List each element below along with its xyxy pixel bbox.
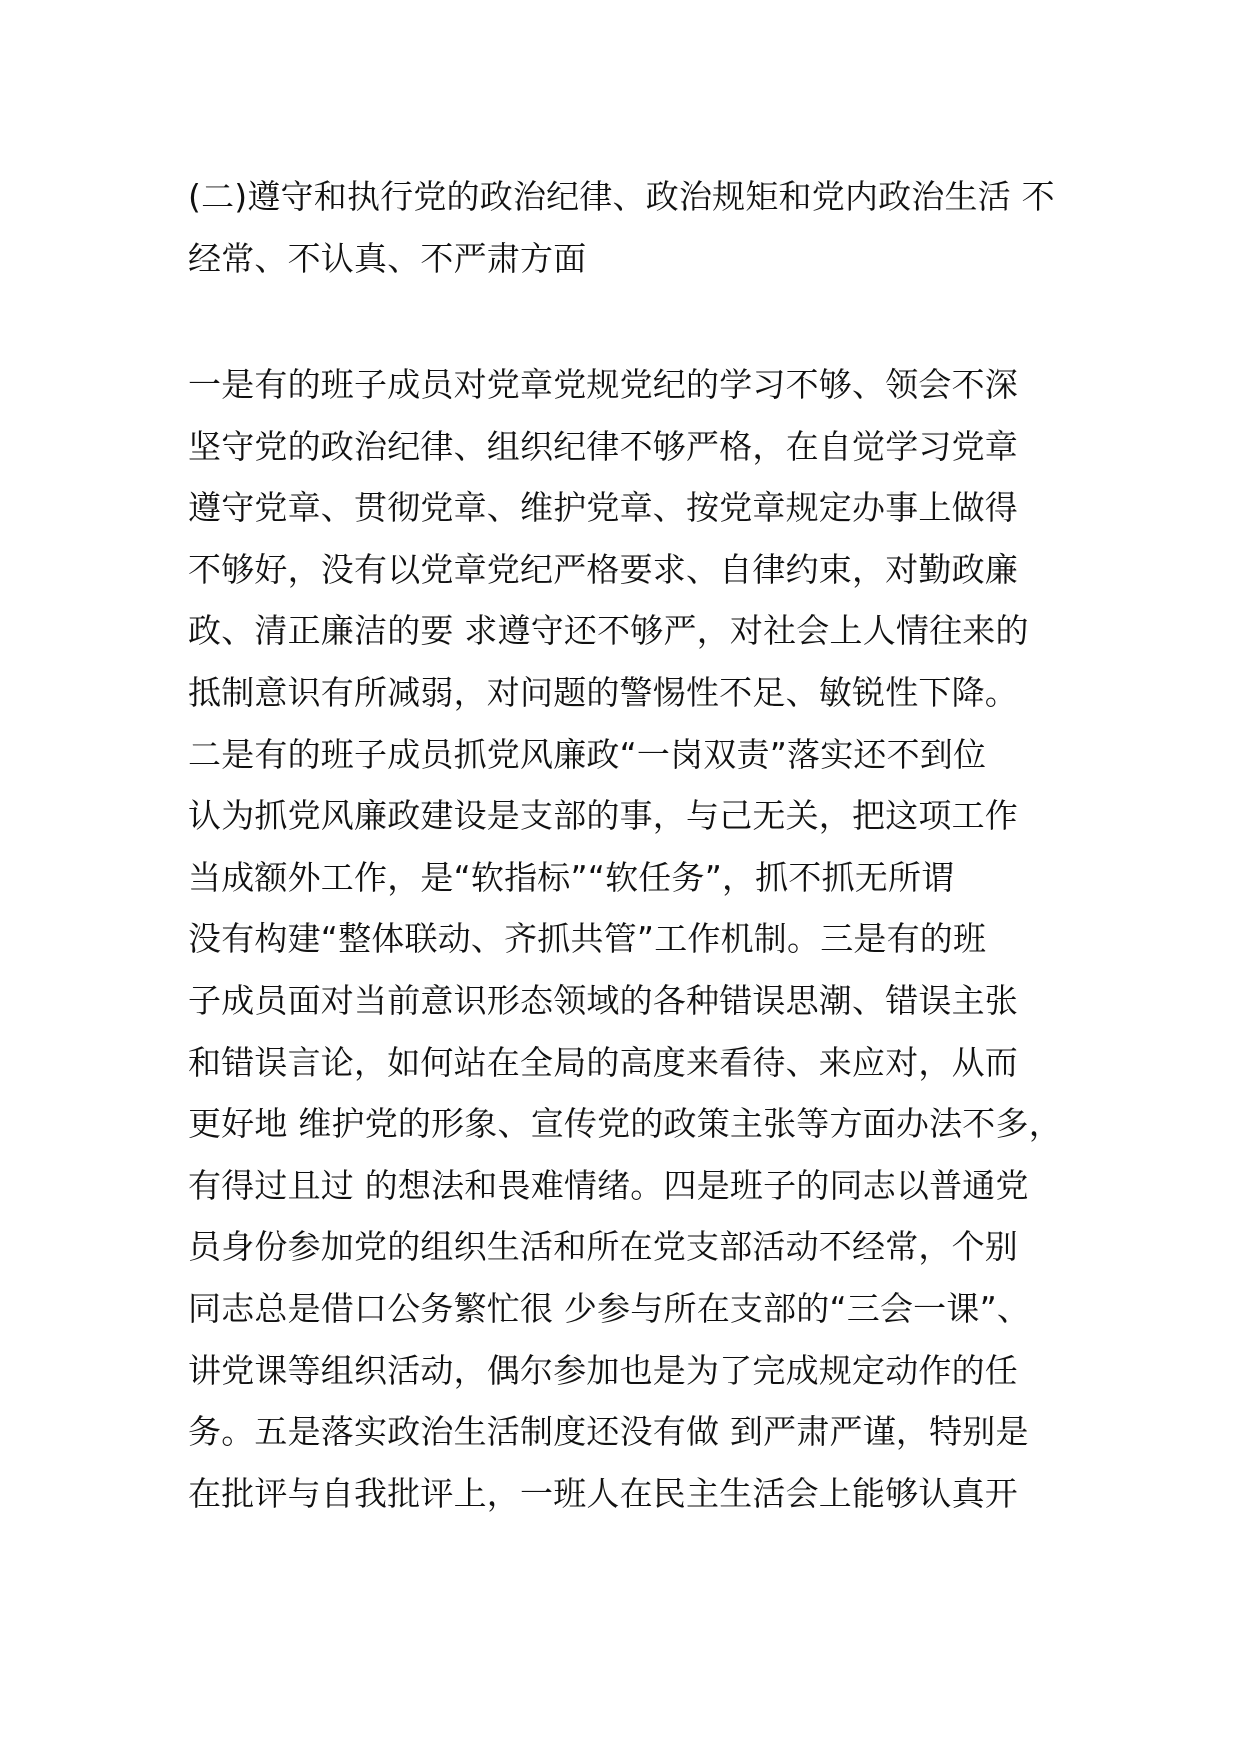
body-line: 有得过且过 的想法和畏难情绪。四是班子的同志以普通党 [188, 1165, 1029, 1205]
body-line: 一是有的班子成员对党章党规党纪的学习不够、领会不深 [188, 365, 1018, 404]
heading-line: 经常、不认真、不严肃方面 [188, 238, 587, 278]
body-line: 认为抓党风廉政建设是支部的事，与己无关，把这项工作 [188, 796, 1018, 836]
body-line: 在批评与自我批评上，一班人在民主生活会上能够认真开 [188, 1473, 1018, 1513]
body-line: 遵守党章、贯彻党章、维护党章、按党章规定办事上做得 [188, 488, 1018, 528]
body-line: 务。五是落实政治生活制度还没有做 到严肃严谨，特别是 [188, 1412, 1029, 1452]
body-paragraph [188, 354, 1088, 1524]
body-line: 子成员面对当前意识形态领域的各种错误思潮、错误主张 [188, 980, 1018, 1020]
body-line: 更好地 维护党的形象、宣传党的政策主张等方面办法不多， [188, 1104, 1062, 1144]
section-heading [188, 166, 1088, 289]
body-line: 不够好，没有以党章党纪严格要求、自律约束，对勤政廉 [188, 549, 1018, 589]
body-line: 当成额外工作，是“软指标”“软任务”，抓不抓无所谓 [188, 857, 955, 897]
heading-line: (二)遵守和执行党的政治纪律、政治规矩和党内政治生活 不 [188, 177, 1055, 216]
body-line: 员身份参加党的组织生活和所在党支部活动不经常，个别 [188, 1227, 1018, 1267]
body-line: 抵制意识有所减弱，对问题的警惕性不足、敏锐性下降。 [188, 672, 1018, 712]
body-line: 同志总是借口公务繁忙很 少参与所在支部的“三会一课”、 [188, 1288, 1031, 1328]
body-line: 没有构建“整体联动、齐抓共管”工作机制。三是有的班 [188, 919, 987, 959]
body-line: 坚守党的政治纪律、组织纪律不够严格，在自觉学习党章 [188, 426, 1018, 466]
body-line: 讲党课等组织活动，偶尔参加也是为了完成规定动作的任 [188, 1350, 1018, 1390]
body-line: 和错误言论，如何站在全局的高度来看待、来应对，从而 [188, 1042, 1018, 1082]
body-line: 政、清正廉洁的要 求遵守还不够严，对社会上人情往来的 [188, 611, 1029, 651]
body-line: 二是有的班子成员抓党风廉政“一岗双责”落实还不到位 [188, 734, 987, 774]
